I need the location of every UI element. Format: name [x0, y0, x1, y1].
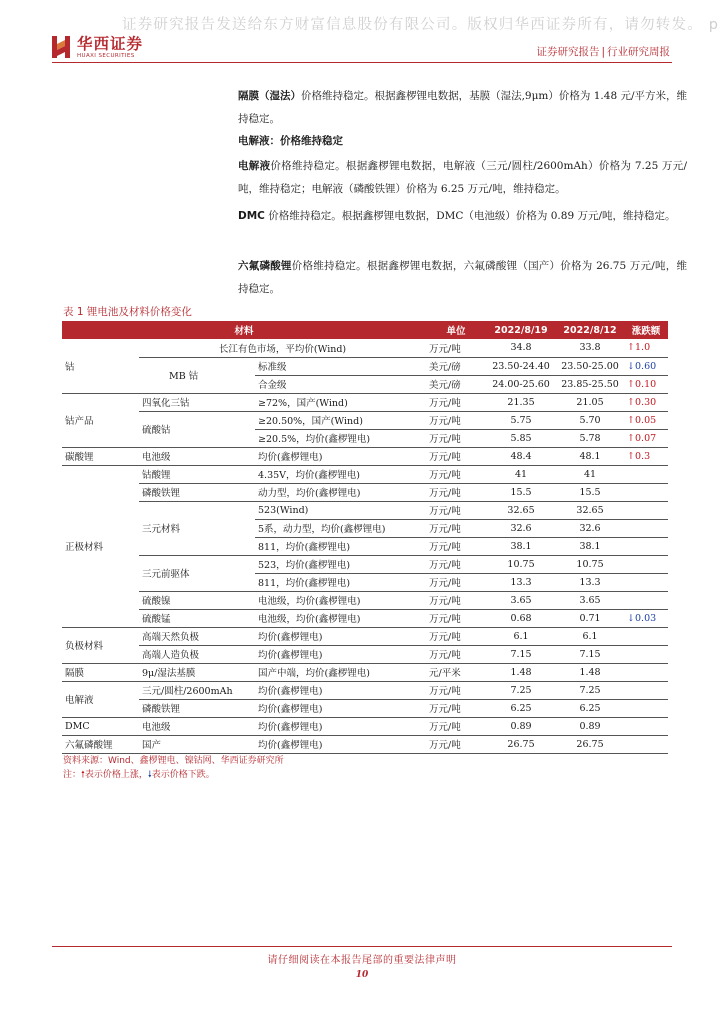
price-cell: 21.35: [486, 393, 556, 411]
unit-cell: 万元/吨: [426, 483, 486, 501]
subcategory-cell: 国产: [139, 735, 255, 753]
table-row: [62, 735, 668, 753]
table-header-row: [62, 321, 668, 339]
price-cell: 3.65: [556, 591, 624, 609]
spec-cell: 均价(鑫椤锂电): [255, 717, 426, 735]
price-table: [62, 321, 668, 754]
change-cell: [624, 483, 668, 501]
spec-cell: 动力型，均价(鑫椤锂电): [255, 483, 426, 501]
price-cell: 33.8: [556, 339, 624, 357]
subcategory-cell: 三元前驱体: [139, 555, 255, 591]
spec-cell: 均价(鑫椤锂电): [255, 681, 426, 699]
note-down-text: 表示价格下跌。: [151, 770, 215, 780]
note-prefix: 注：: [63, 770, 82, 780]
electrolyte-lead: 电解液: [238, 160, 271, 172]
spec-cell: 523，均价(鑫椤锂电): [255, 555, 426, 573]
subcategory-cell: 硫酸锰: [139, 609, 255, 627]
table-row: [62, 627, 668, 645]
price-cell: 32.65: [486, 501, 556, 519]
price-cell: 38.1: [486, 537, 556, 555]
change-cell: [624, 555, 668, 573]
category-cell: DMC: [62, 717, 139, 735]
price-cell: 26.75: [486, 735, 556, 753]
spec-cell: 811，均价(鑫椤锂电): [255, 573, 426, 591]
spec-cell: ≥20.5%，均价(鑫椤锂电): [255, 429, 426, 447]
unit-cell: 万元/吨: [426, 627, 486, 645]
subcategory-cell: 磷酸铁锂: [139, 483, 255, 501]
table-row: [62, 483, 668, 501]
price-cell: 6.1: [556, 627, 624, 645]
table-row: [62, 393, 668, 411]
change-cell: [624, 501, 668, 519]
price-cell: 7.15: [556, 645, 624, 663]
table-row: [62, 465, 668, 483]
price-cell: 23.50-24.40: [486, 357, 556, 375]
price-cell: 15.5: [486, 483, 556, 501]
change-cell: ↑ 0.10: [624, 375, 668, 393]
spec-cell: ≥20.50%，国产(Wind): [255, 411, 426, 429]
price-cell: 32.6: [556, 519, 624, 537]
spec-cell: 合金级: [255, 375, 426, 393]
lipf6-text: 价格维持稳定。根据鑫椤锂电数据，六氟磷酸锂（国产）价格为 26.75 万元/吨，维持稳定。: [238, 260, 687, 295]
spec-cell: 电池级，均价(鑫椤锂电): [255, 591, 426, 609]
table-row: [62, 663, 668, 681]
table-note: [63, 769, 215, 782]
change-cell: ↑ 0.05: [624, 411, 668, 429]
subcategory-cell: 高端天然负极: [139, 627, 255, 645]
unit-cell: 美元/磅: [426, 375, 486, 393]
change-cell: [624, 735, 668, 753]
table-row: [62, 699, 668, 717]
logo-name-en: HUAXI SECURITIES: [77, 52, 135, 59]
subcategory-cell: 电池级: [139, 447, 255, 465]
unit-cell: 万元/吨: [426, 519, 486, 537]
unit-cell: 万元/吨: [426, 681, 486, 699]
change-cell: [624, 519, 668, 537]
price-cell: 1.48: [486, 663, 556, 681]
watermark: 证券研究报告发送给东方财富信息股份有限公司。版权归华西证券所有，请勿转发。 p: [122, 17, 720, 33]
spec-cell: 4.35V，均价(鑫椤锂电): [255, 465, 426, 483]
price-cell: 5.75: [486, 411, 556, 429]
unit-cell: 万元/吨: [426, 555, 486, 573]
unit-cell: 万元/吨: [426, 645, 486, 663]
subcategory-cell: 磷酸铁锂: [139, 699, 255, 717]
header-unit: 单位: [426, 321, 486, 339]
unit-cell: 万元/吨: [426, 447, 486, 465]
change-cell: ↑ 0.07: [624, 429, 668, 447]
header-divider: [52, 62, 672, 63]
change-cell: [624, 573, 668, 591]
unit-cell: 万元/吨: [426, 573, 486, 591]
unit-cell: 万元/吨: [426, 591, 486, 609]
table-row: [62, 357, 668, 375]
separator-text: 价格维持稳定。根据鑫椤锂电数据，基膜（湿法,9μm）价格为 1.48 元/平方米，维持稳定。: [238, 90, 688, 125]
footer-disclaimer: 请仔细阅读在本报告尾部的重要法律声明: [267, 955, 457, 966]
subcategory-cell: 四氧化三钴: [139, 393, 255, 411]
table-row: [62, 609, 668, 627]
electrolyte-text: 价格维持稳定。根据鑫椤锂电数据，电解液（三元/圆柱/2600mAh）价格为 7.25 万元/吨，维持稳定；电解液（磷酸铁锂）价格为 6.25 万元/吨，维持稳定。: [238, 160, 688, 195]
price-cell: 7.15: [486, 645, 556, 663]
spec-cell: 811，均价(鑫椤锂电): [255, 537, 426, 555]
change-cell: ↑ 0.30: [624, 393, 668, 411]
price-cell: 48.4: [486, 447, 556, 465]
price-cell: 5.78: [556, 429, 624, 447]
subcategory-cell: 硫酸钴: [139, 411, 255, 447]
logo-name-cn: 华西证券: [77, 34, 144, 53]
price-cell: 23.50-25.00: [556, 357, 624, 375]
change-cell: [624, 465, 668, 483]
subcategory-cell: 高端人造负极: [139, 645, 255, 663]
price-cell: 6.25: [556, 699, 624, 717]
dmc-lead: DMC: [238, 210, 265, 222]
table-row: [62, 447, 668, 465]
spec-cell: 均价(鑫椤锂电): [255, 735, 426, 753]
table-row: [62, 717, 668, 735]
change-cell: [624, 717, 668, 735]
unit-cell: 万元/吨: [426, 393, 486, 411]
price-cell: 6.25: [486, 699, 556, 717]
category-cell: 正极材料: [62, 465, 139, 627]
table-title: 表 1 锂电池及材料价格变化: [63, 306, 192, 318]
header-material: 材料: [62, 321, 426, 339]
price-cell: 3.65: [486, 591, 556, 609]
page-number: 10: [355, 970, 369, 980]
spec-cell: 均价(鑫椤锂电): [255, 627, 426, 645]
unit-cell: 万元/吨: [426, 411, 486, 429]
price-cell: 6.1: [486, 627, 556, 645]
change-cell: [624, 699, 668, 717]
note-up-text: 表示价格上涨，: [84, 770, 148, 780]
subcategory-cell: 三元材料: [139, 501, 255, 555]
table-source: 资料来源：Wind、鑫椤锂电、镍钴网、华西证券研究所: [63, 756, 284, 766]
arrow-down-icon: 🠗: [147, 770, 152, 780]
price-cell: 41: [556, 465, 624, 483]
spec-cell: 均价(鑫椤锂电): [255, 699, 426, 717]
spec-cell: 均价(鑫椤锂电): [255, 447, 426, 465]
spec-cell: 均价(鑫椤锂电): [255, 645, 426, 663]
table-row: [62, 591, 668, 609]
paragraph-electrolyte: [212, 155, 687, 201]
price-cell: 23.85-25.50: [556, 375, 624, 393]
subcategory-cell: 9μ/湿法基膜: [139, 663, 255, 681]
change-cell: [624, 663, 668, 681]
price-cell: 7.25: [556, 681, 624, 699]
table-row: [62, 681, 668, 699]
spec-cell: 长江有色市场，平均价(Wind): [139, 339, 426, 357]
spec-cell: 标准级: [255, 357, 426, 375]
price-cell: 1.48: [556, 663, 624, 681]
change-cell: ↑ 1.0: [624, 339, 668, 357]
category-cell: 碳酸锂: [62, 447, 139, 465]
change-cell: ↓ 0.60: [624, 357, 668, 375]
price-cell: 0.89: [556, 717, 624, 735]
subcategory-cell: 电池级: [139, 717, 255, 735]
arrow-up-icon: 🠕: [81, 770, 85, 780]
category-cell: 电解液: [62, 681, 139, 717]
unit-cell: 万元/吨: [426, 699, 486, 717]
price-cell: 13.3: [486, 573, 556, 591]
change-cell: [624, 681, 668, 699]
spec-cell: 国产中端，均价(鑫椤锂电): [255, 663, 426, 681]
header-date1: 2022/8/19: [486, 321, 556, 339]
paragraph-dmc: [212, 205, 687, 228]
unit-cell: 元/平米: [426, 663, 486, 681]
price-cell: 34.8: [486, 339, 556, 357]
table-row: [62, 645, 668, 663]
price-cell: 7.25: [486, 681, 556, 699]
price-cell: 0.89: [486, 717, 556, 735]
company-logo: [52, 34, 143, 60]
spec-cell: ≥72%，国产(Wind): [255, 393, 426, 411]
price-cell: 10.75: [556, 555, 624, 573]
table-row: [62, 411, 668, 429]
price-cell: 38.1: [556, 537, 624, 555]
spec-cell: 电池级，均价(鑫椤锂电): [255, 609, 426, 627]
unit-cell: 万元/吨: [426, 717, 486, 735]
table-row: [62, 501, 668, 519]
footer-divider: [52, 946, 672, 947]
change-cell: ↑ 0.3: [624, 447, 668, 465]
lipf6-lead: 六氟磷酸锂: [238, 260, 292, 272]
unit-cell: 万元/吨: [426, 501, 486, 519]
unit-cell: 万元/吨: [426, 465, 486, 483]
price-cell: 0.68: [486, 609, 556, 627]
category-cell: 钴: [62, 339, 139, 393]
price-cell: 5.85: [486, 429, 556, 447]
price-cell: 10.75: [486, 555, 556, 573]
price-cell: 0.71: [556, 609, 624, 627]
price-cell: 13.3: [556, 573, 624, 591]
change-cell: [624, 591, 668, 609]
price-cell: 32.6: [486, 519, 556, 537]
huaxi-logo-icon: [52, 34, 70, 60]
spec-cell: 5系，动力型，均价(鑫椤锂电): [255, 519, 426, 537]
header-date2: 2022/8/12: [556, 321, 624, 339]
subcategory-cell: MB 钴: [139, 357, 255, 393]
unit-cell: 万元/吨: [426, 429, 486, 447]
price-cell: 26.75: [556, 735, 624, 753]
subcategory-cell: 钴酸锂: [139, 465, 255, 483]
unit-cell: 万元/吨: [426, 339, 486, 357]
price-cell: 15.5: [556, 483, 624, 501]
table-row: [62, 555, 668, 573]
spec-cell: 523(Wind): [255, 501, 426, 519]
separator-lead: 隔膜（湿法）: [238, 90, 302, 102]
price-cell: 21.05: [556, 393, 624, 411]
change-cell: [624, 537, 668, 555]
unit-cell: 万元/吨: [426, 537, 486, 555]
unit-cell: 万元/吨: [426, 735, 486, 753]
category-cell: 六氟磷酸锂: [62, 735, 139, 753]
price-cell: 41: [486, 465, 556, 483]
report-series: 行业研究周报: [607, 46, 670, 58]
category-cell: 钴产品: [62, 393, 139, 447]
dmc-text: 价格维持稳定。根据鑫椤锂电数据，DMC（电池级）价格为 0.89 万元/吨，维持稳定。: [264, 210, 676, 222]
price-cell: 5.70: [556, 411, 624, 429]
category-cell: 负极材料: [62, 627, 139, 663]
header-change: 涨跌额: [624, 321, 668, 339]
price-cell: 48.1: [556, 447, 624, 465]
table-row: [62, 339, 668, 357]
unit-cell: 万元/吨: [426, 609, 486, 627]
subcategory-cell: 硫酸镍: [139, 591, 255, 609]
paragraph-lipf6: [212, 255, 687, 301]
price-cell: 24.00-25.60: [486, 375, 556, 393]
subcategory-cell: 三元/圆柱/2600mAh: [139, 681, 255, 699]
change-cell: [624, 627, 668, 645]
electrolyte-heading: 电解液：价格维持稳定: [238, 135, 343, 147]
unit-cell: 美元/磅: [426, 357, 486, 375]
report-type: 证券研究报告: [536, 46, 600, 58]
header-report-label: 证券研究报告 | 行业研究周报: [536, 46, 670, 58]
price-cell: 32.65: [556, 501, 624, 519]
paragraph-separator: [212, 85, 687, 131]
change-cell: [624, 645, 668, 663]
change-cell: ↓ 0.03: [624, 609, 668, 627]
category-cell: 隔膜: [62, 663, 139, 681]
